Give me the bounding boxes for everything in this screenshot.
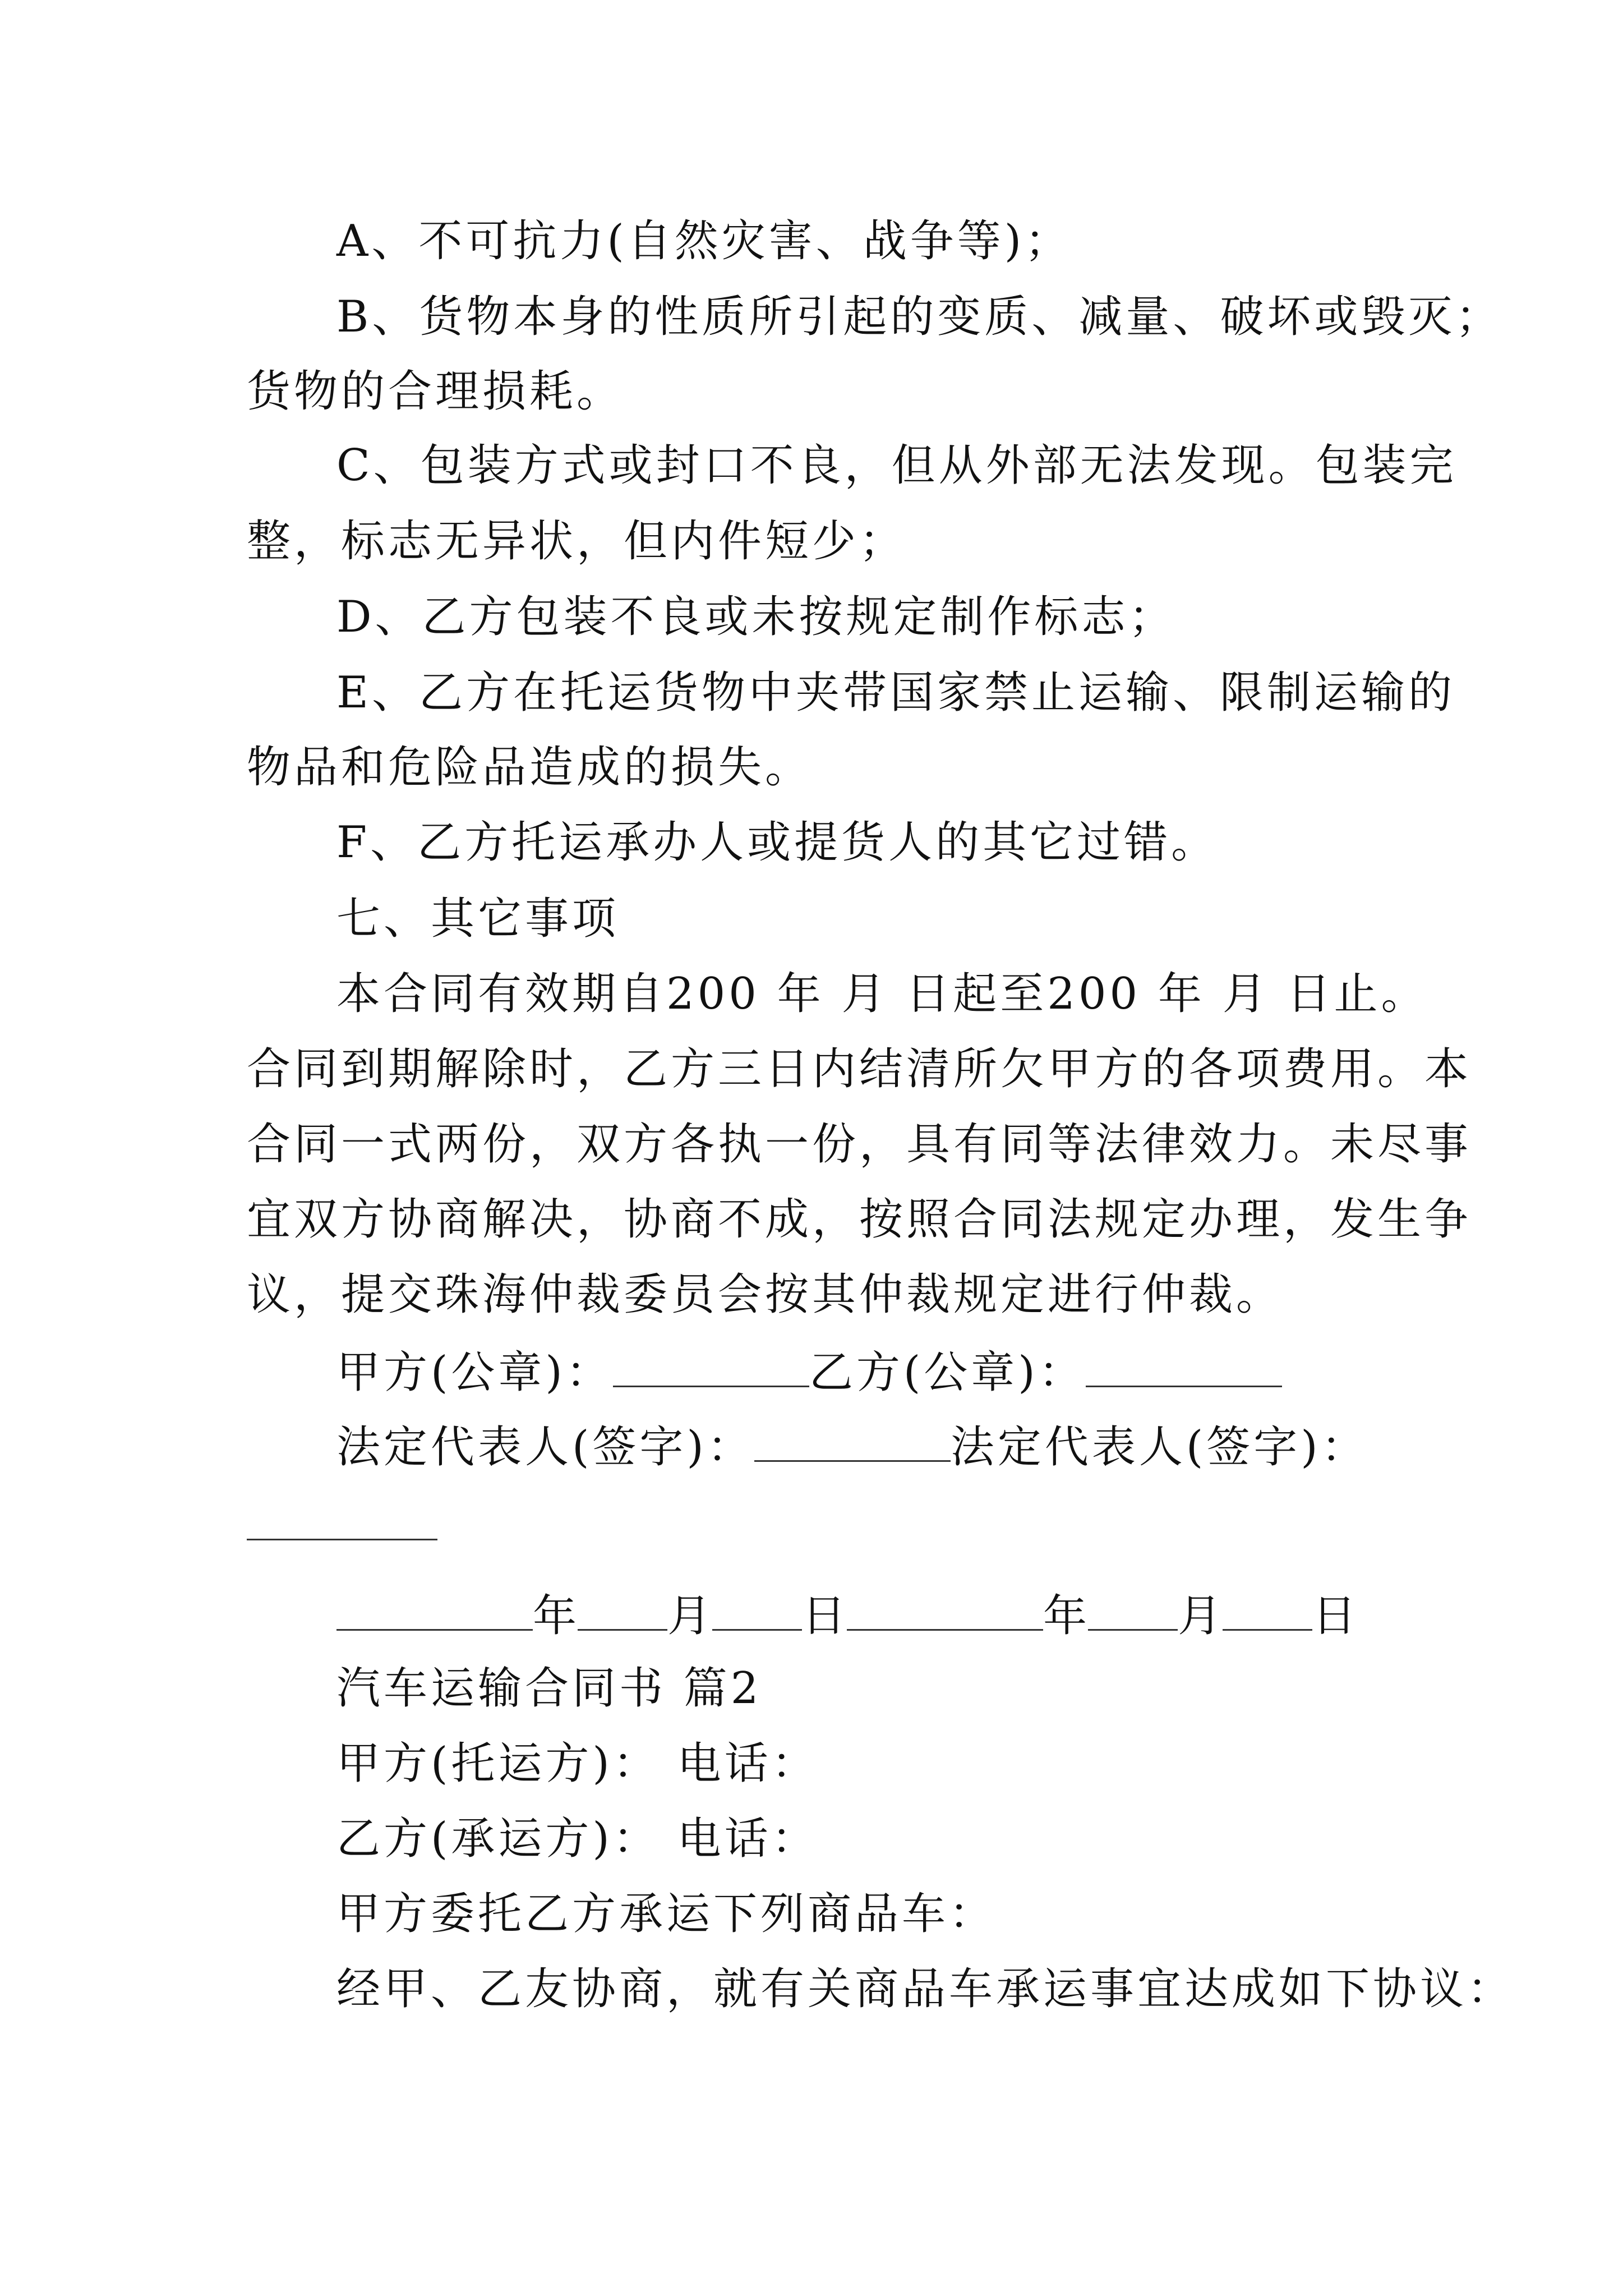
year-b-blank[interactable] [847, 1585, 1043, 1631]
clause-e-cont: 物品和危险品造成的损失。 [247, 742, 813, 793]
legal-rep-b-blank[interactable] [247, 1495, 437, 1540]
party-a-seal-blank[interactable] [613, 1342, 809, 1387]
day-a-label: 日 [802, 1591, 847, 1641]
day-b-blank[interactable] [1223, 1585, 1312, 1631]
clause-a: A、不可抗力(自然灾害、战争等)； [336, 216, 1072, 266]
clause-e: E、乙方在托运货物中夹带国家禁止运输、限制运输的 [336, 668, 1455, 718]
section2-party-b: 乙方(承运方)： 电话： [336, 1814, 819, 1864]
month-b-label: 月 [1178, 1591, 1223, 1641]
clause-c-cont: 整，标志无异状，但内件短少； [247, 516, 907, 567]
day-b-label: 日 [1312, 1591, 1358, 1641]
legal-rep-line [336, 1416, 1368, 1475]
seal-line [336, 1342, 1282, 1401]
month-b-blank[interactable] [1088, 1585, 1178, 1631]
legal-rep-b-line [247, 1495, 437, 1554]
validity-paragraph-line2: 合同到期解除时，乙方三日内结清所欠甲方的各项费用。本 [247, 1044, 1472, 1094]
date-line [336, 1585, 1357, 1644]
validity-paragraph: 本合同有效期自200 年 月 日起至200 年 月 日止。 [336, 969, 1428, 1019]
party-a-seal-label: 甲方(公章)： [336, 1347, 613, 1398]
party-b-seal-blank[interactable] [1086, 1342, 1282, 1387]
month-a-blank[interactable] [578, 1585, 667, 1631]
clause-c: C、包装方式或封口不良，但从外部无法发现。包装完 [336, 440, 1457, 491]
legal-rep-b-label: 法定代表人(签字)： [950, 1422, 1368, 1473]
legal-rep-a-blank[interactable] [754, 1416, 951, 1462]
day-a-blank[interactable] [712, 1585, 802, 1631]
clause-f: F、乙方托运承办人或提货人的其它过错。 [336, 817, 1219, 868]
legal-rep-a-label: 法定代表人(签字)： [336, 1422, 754, 1473]
section-heading-other: 七、其它事项 [336, 894, 620, 944]
month-a-label: 月 [667, 1591, 713, 1641]
section2-party-a: 甲方(托运方)： 电话： [336, 1738, 819, 1789]
validity-paragraph-line4: 宜双方协商解决，协商不成，按照合同法规定办理，发生争 [247, 1194, 1472, 1245]
year-b-label: 年 [1043, 1591, 1089, 1641]
section2-agreement: 经甲、乙友协商，就有关商品车承运事宜达成如下协议： [336, 1964, 1515, 2014]
party-b-seal-label: 乙方(公章)： [809, 1347, 1086, 1398]
validity-paragraph-line5: 议，提交珠海仲裁委员会按其仲裁规定进行仲裁。 [247, 1269, 1284, 1320]
year-a-label: 年 [533, 1591, 578, 1641]
year-a-blank[interactable] [336, 1585, 533, 1631]
section2-entrust: 甲方委托乙方承运下列商品车： [336, 1889, 997, 1939]
clause-d: D、乙方包装不良或未按规定制作标志； [336, 592, 1176, 642]
clause-b: B、货物本身的性质所引起的变质、减量、破坏或毁灭； [336, 292, 1503, 342]
section2-title: 汽车运输合同书 篇2 [336, 1663, 762, 1714]
validity-paragraph-line3: 合同一式两份，双方各执一份，具有同等法律效力。未尽事 [247, 1119, 1472, 1170]
clause-b-cont: 货物的合理损耗。 [247, 366, 624, 417]
